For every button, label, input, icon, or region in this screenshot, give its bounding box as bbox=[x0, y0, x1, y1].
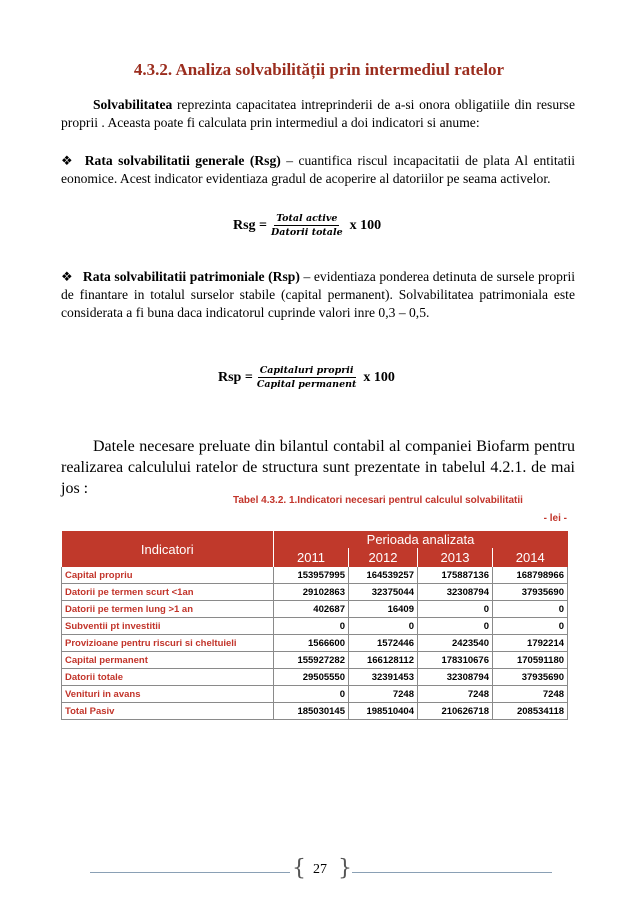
row-value: 32391453 bbox=[349, 669, 418, 686]
rsp-denominator: Capital permanent bbox=[256, 379, 357, 390]
row-label: Datorii pe termen lung >1 an bbox=[62, 601, 274, 618]
row-value: 29102863 bbox=[274, 584, 349, 601]
row-value: 402687 bbox=[274, 601, 349, 618]
footer-rule-right bbox=[352, 872, 552, 873]
header-year: 2014 bbox=[493, 548, 568, 567]
intro-text: reprezinta capacitatea intreprinderii de a-si onora obligatiile din resurse proprii . Aceasta poate fi calculata prin intermediul a doi indicatori si anume: bbox=[61, 97, 575, 130]
row-value: 164539257 bbox=[349, 567, 418, 584]
row-label: Venituri in avans bbox=[62, 686, 274, 703]
row-value: 0 bbox=[418, 601, 493, 618]
row-value: 210626718 bbox=[418, 703, 493, 720]
rsp-fraction bbox=[255, 365, 359, 390]
row-label: Capital permanent bbox=[62, 652, 274, 669]
rsg-formula bbox=[233, 213, 381, 238]
table-unit: - lei - bbox=[543, 513, 567, 524]
row-value: 198510404 bbox=[349, 703, 418, 720]
rsp-factor: x 100 bbox=[363, 369, 395, 385]
table-row bbox=[62, 584, 568, 601]
rsp-formula bbox=[218, 365, 395, 390]
rsg-text: – cuantifica riscul incapacitatii de plata Al entitatii eonomice. Acest indicator evidentiaza gradul de acoperire al datoriilor pe seama activelor. bbox=[61, 153, 575, 186]
row-value: 0 bbox=[349, 618, 418, 635]
rsg-fraction bbox=[269, 213, 345, 238]
intro-bold-term: Solvabilitatea bbox=[93, 97, 173, 112]
rsp-text: – evidentiaza ponderea detinuta de sursele proprii de finantare in totalul surselor stabile (capital permanent). Solvabilitatea patrimoniala este considerata a fi buna daca indicatorul cuprinde valori inre 0,3 – 0,5. bbox=[61, 269, 576, 320]
rsg-paragraph bbox=[61, 152, 575, 188]
row-value: 168798966 bbox=[493, 567, 568, 584]
table-row bbox=[62, 635, 568, 652]
row-value: 0 bbox=[274, 686, 349, 703]
row-value: 0 bbox=[274, 618, 349, 635]
row-label: Total Pasiv bbox=[62, 703, 274, 720]
row-value: 170591180 bbox=[493, 652, 568, 669]
diamond-bullet-icon: ❖ bbox=[61, 153, 75, 168]
row-value: 7248 bbox=[418, 686, 493, 703]
rsp-name: Rata solvabilitatii patrimoniale (Rsp) bbox=[82, 269, 300, 284]
row-value: 32375044 bbox=[349, 584, 418, 601]
table-row bbox=[62, 618, 568, 635]
row-value: 32308794 bbox=[418, 584, 493, 601]
row-value: 153957995 bbox=[274, 567, 349, 584]
table-row bbox=[62, 669, 568, 686]
data-intro-paragraph: Datele necesare preluate din bilantul contabil al companiei Biofarm pentru realizarea calculului ratelor de structura sunt prezentate in tabelul 4.2.1. de mai jos : bbox=[61, 438, 575, 497]
row-value: 37935690 bbox=[493, 669, 568, 686]
footer-bracket-right: } bbox=[338, 856, 352, 881]
intro-paragraph bbox=[61, 96, 575, 132]
row-value: 32308794 bbox=[418, 669, 493, 686]
row-label: Subventii pt investitii bbox=[62, 618, 274, 635]
rsp-numerator: Capitaluri proprii bbox=[259, 365, 354, 376]
table-row bbox=[62, 686, 568, 703]
row-value: 0 bbox=[418, 618, 493, 635]
row-value: 16409 bbox=[349, 601, 418, 618]
row-label: Provizioane pentru riscuri si cheltuieli bbox=[62, 635, 274, 652]
table-caption: Tabel 4.3.2. 1.Indicatori necesari pentrul calculul solvabilitatii bbox=[233, 495, 523, 506]
row-value: 37935690 bbox=[493, 584, 568, 601]
table-row bbox=[62, 601, 568, 618]
row-value: 29505550 bbox=[274, 669, 349, 686]
rsp-formula-lhs: Rsp = bbox=[218, 369, 253, 385]
rsg-denominator: Datorii totale bbox=[271, 227, 343, 238]
rsg-numerator: Total active bbox=[276, 213, 338, 224]
row-label: Capital propriu bbox=[62, 567, 274, 584]
header-year: 2013 bbox=[418, 548, 493, 567]
table-row bbox=[62, 703, 568, 720]
row-value: 166128112 bbox=[349, 652, 418, 669]
row-value: 0 bbox=[493, 618, 568, 635]
row-value: 0 bbox=[493, 601, 568, 618]
row-value: 7248 bbox=[493, 686, 568, 703]
row-value: 2423540 bbox=[418, 635, 493, 652]
indicators-table bbox=[61, 531, 568, 720]
row-value: 7248 bbox=[349, 686, 418, 703]
section-title: 4.3.2. Analiza solvabilității prin intermediul ratelor bbox=[133, 60, 505, 79]
rsp-paragraph bbox=[61, 268, 575, 322]
row-value: 185030145 bbox=[274, 703, 349, 720]
header-period: Perioada analizata bbox=[274, 531, 568, 548]
header-year: 2011 bbox=[274, 548, 349, 567]
rsg-formula-lhs: Rsg = bbox=[233, 217, 268, 233]
row-value: 208534118 bbox=[493, 703, 568, 720]
rsg-factor: x 100 bbox=[349, 217, 382, 233]
row-value: 155927282 bbox=[274, 652, 349, 669]
footer-rule-left bbox=[90, 872, 290, 873]
header-indicator: Indicatori bbox=[62, 531, 274, 567]
table-row bbox=[62, 567, 568, 584]
row-value: 178310676 bbox=[418, 652, 493, 669]
diamond-bullet-icon: ❖ bbox=[61, 269, 73, 284]
header-year: 2012 bbox=[349, 548, 418, 567]
row-value: 175887136 bbox=[418, 567, 493, 584]
row-value: 1572446 bbox=[349, 635, 418, 652]
row-label: Datorii pe termen scurt <1an bbox=[62, 584, 274, 601]
table-row bbox=[62, 652, 568, 669]
footer-bracket-left: { bbox=[292, 856, 306, 881]
page-number: 27 bbox=[313, 862, 327, 877]
rsg-name: Rata solvabilitatii generale (Rsg) bbox=[84, 153, 281, 168]
row-label: Datorii totale bbox=[62, 669, 274, 686]
row-value: 1792214 bbox=[493, 635, 568, 652]
row-value: 1566600 bbox=[274, 635, 349, 652]
